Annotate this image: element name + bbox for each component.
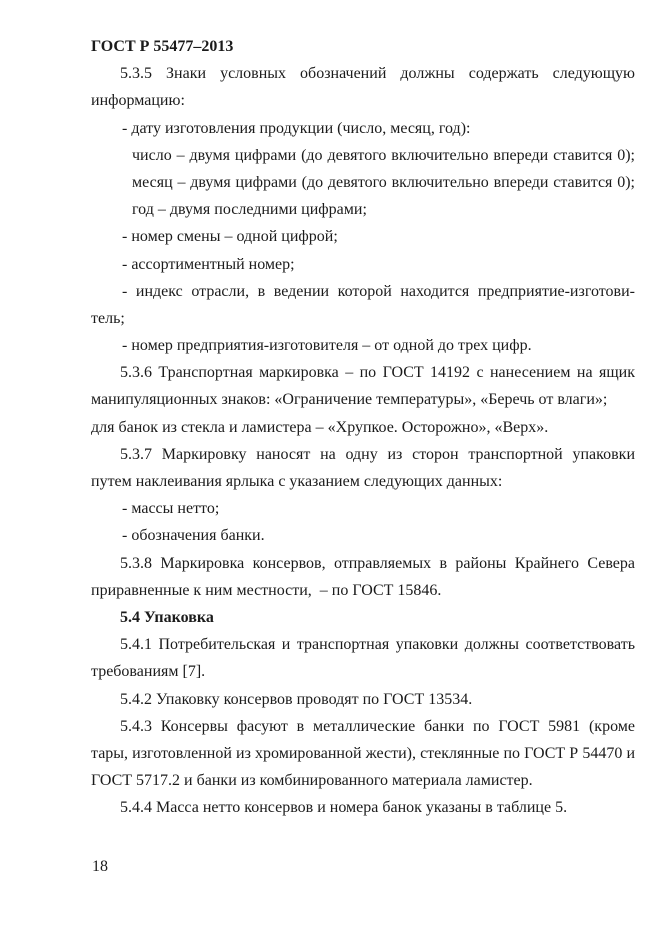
gost-header: ГОСТ Р 55477–2013 [91, 38, 234, 55]
text-line: тель; [91, 309, 125, 327]
text-line: число – двумя цифрами (до девятого включительно впереди ставится 0); [132, 146, 635, 164]
text-line: требованиям [7]. [91, 663, 206, 681]
text-line: - дату изготовления продукции (число, месяц, год): [122, 119, 471, 137]
text-line: - номер смены – одной цифрой; [122, 228, 338, 246]
text-line: год – двумя последними цифрами; [132, 201, 367, 219]
section-heading: 5.4 Упаковка [120, 608, 214, 626]
text-block [91, 33, 635, 821]
text-line: ГОСТ 5717.2 и банки из комбинированного материала ламистер. [91, 772, 533, 790]
text-line: 5.3.8 Маркировка консервов, отправляемых в районы Крайнего Севера [120, 554, 635, 572]
text-line: приравненные к ним местности, – по ГОСТ 15846. [91, 581, 442, 599]
text-line: путем наклеивания ярлыка с указанием следующих данных: [91, 473, 503, 490]
text-line: месяц – двумя цифрами (до девятого включительно впереди ставится 0); [132, 173, 635, 191]
text-line: манипуляционных знаков: «Ограничение температуры», «Беречь от влаги»; [91, 391, 608, 409]
text-line: - ассортиментный номер; [122, 255, 295, 273]
text-line: 5.4.3 Консервы фасуют в металлические банки по ГОСТ 5981 (кроме [120, 717, 635, 735]
text-line: 5.4.2 Упаковку консервов проводят по ГОСТ 13534. [120, 690, 473, 708]
text-line: 5.3.5 Знаки условных обозначений должны содержать следующую [120, 65, 635, 83]
text-line: - массы нетто; [122, 500, 220, 518]
text-line: 5.4.4 Масса нетто консервов и номера банок указаны в таблице 5. [120, 799, 568, 817]
text-line: 5.4.1 Потребительская и транспортная упаковки должны соответствовать [120, 636, 635, 654]
text-line: - обозначения банки. [122, 527, 265, 545]
text-line: 5.3.6 Транспортная маркировка – по ГОСТ 14192 с нанесением на ящик [120, 364, 635, 382]
text-line: 5.3.7 Маркировку наносят на одну из сторон транспортной упаковки [120, 445, 635, 463]
text-line: - номер предприятия-изготовителя – от одной до трех цифр. [122, 337, 532, 355]
text-line: информацию: [91, 92, 185, 110]
text-line: - индекс отрасли, в ведении которой находится предприятие-изготови- [122, 282, 635, 300]
page-number: 18 [92, 858, 108, 875]
text-line: тары, изготовленной из хромированной жести), стеклянные по ГОСТ Р 54470 и [91, 744, 635, 762]
text-line: для банок из стекла и ламистера – «Хрупкое. Осторожно», «Верх». [91, 418, 549, 436]
